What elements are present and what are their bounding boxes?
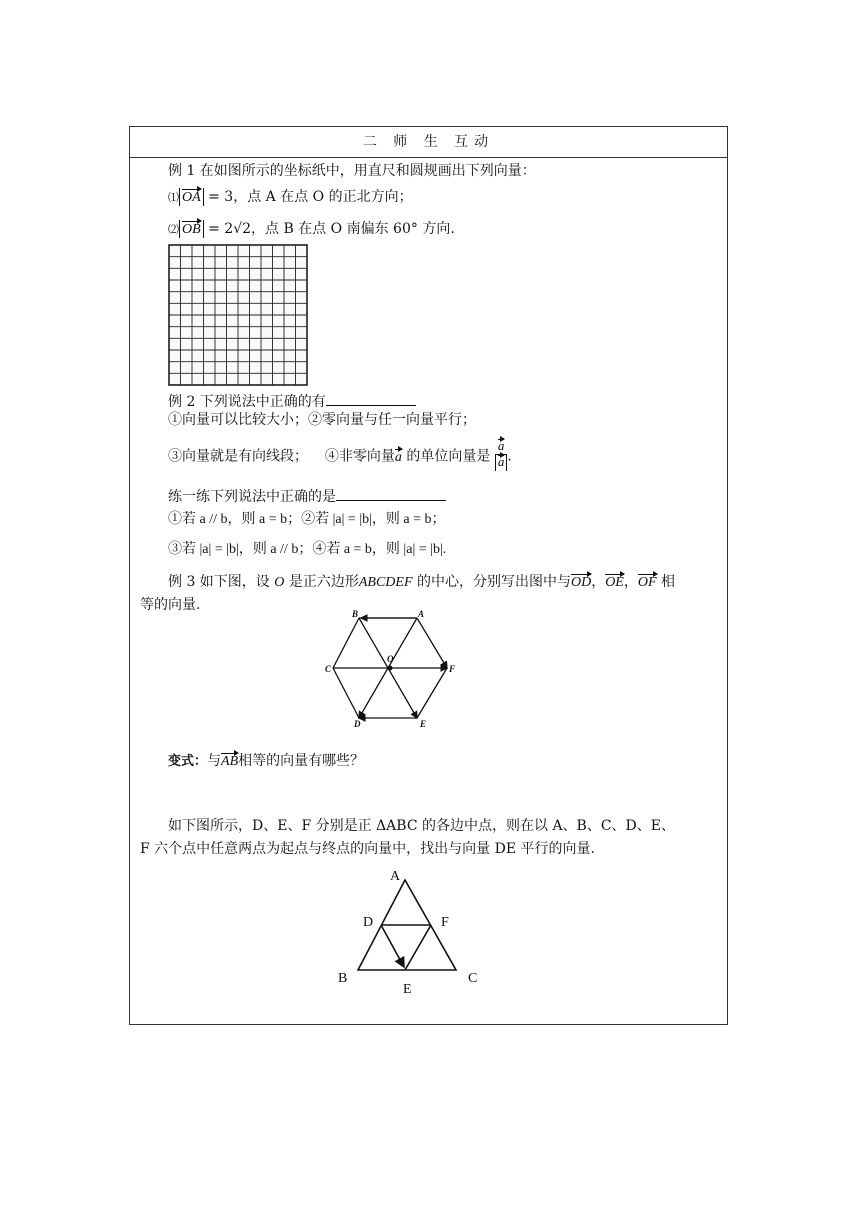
hex-label-f: F [449, 664, 456, 674]
hex-edge-dc [333, 668, 359, 718]
answer-blank [326, 391, 416, 406]
ex2-title [168, 391, 416, 411]
hex-center-point [388, 666, 393, 671]
tri-label-d: D [363, 915, 374, 930]
tri-label-f: F [441, 915, 449, 930]
hexagon-diagram [325, 606, 460, 732]
ex1-item2 [168, 220, 455, 239]
ex3-center: O [274, 575, 285, 590]
practice-title-text: 练一练下列说法中正确的是 [168, 489, 336, 505]
vector-ob: OB [182, 222, 201, 237]
frac-denominator: a [497, 454, 505, 469]
vector-oa: OA [182, 190, 201, 205]
variant-question [168, 752, 364, 771]
segment-fe [405, 925, 431, 970]
hex-edge-fe [417, 668, 447, 718]
hex-label-o: O [387, 654, 394, 664]
grid-paper [168, 244, 308, 386]
hex-label-e: E [420, 719, 427, 729]
tri-label-a: A [390, 869, 401, 884]
ex2-s3: ③向量就是有向线段； [168, 448, 308, 465]
tri-label-b: B [338, 971, 348, 986]
variant-label: 变式： [168, 754, 208, 769]
ex1-title: 例 1 在如图所示的坐标纸中，用直尺和圆规画出下列向量： [168, 163, 536, 179]
unit-vector-fraction [495, 439, 508, 470]
ex2-s4: ④非零向量 [324, 448, 395, 465]
triangle-diagram [334, 866, 484, 998]
hex-label-d: D [354, 719, 361, 729]
variant-post: 相等的向量有哪些？ [238, 753, 365, 769]
practice-row-1: ①若 a // b，则 a = b；②若 |a| = |b|，则 a = b； [168, 512, 446, 527]
ex1-item1-num: ⑴ [168, 191, 179, 204]
ex2-statement-3-4 [168, 438, 512, 472]
ex1-item1 [168, 188, 413, 207]
vector-a: a [394, 449, 402, 465]
ex3-line-2: 等的向量. [140, 597, 201, 613]
practice-row-2: ③若 |a| = |b|，则 a // b；④若 a = b，则 |a| = |b|. [168, 542, 447, 557]
ex1-item2-num: ⑵ [168, 223, 179, 236]
ex1-item2-rest: = 2√2，点 B 在点 O 南偏东 60° 方向. [208, 221, 455, 237]
ex3-hexagon-name: ABCDEF [358, 575, 413, 590]
tri-problem-line-2: F 六个点中任意两点为起点与终点的向量中，找出与向量 DE 平行的向量. [140, 841, 595, 857]
practice-blank [336, 486, 446, 501]
section-header: 二 师 生 互动 [130, 127, 727, 158]
tri-label-c: C [468, 971, 478, 986]
ex3-pre: 例 3 如下图，设 [168, 574, 270, 590]
tri-problem-line-1: 如下图所示，D、E、F 分别是正 ΔABC 的各边中点，则在以 A、B、C、D、E、 [168, 818, 675, 834]
frac-numerator: a [497, 438, 505, 453]
vector-od: OD [570, 575, 592, 590]
ex1-item1-rest: = 3，点 A 在点 O 的正北方向； [208, 189, 413, 205]
vector-of: OF [637, 575, 657, 590]
ex2-statement-1-2: ①向量可以比较大小；②零向量与任一向量平行； [168, 412, 476, 428]
hex-edge-af [417, 618, 447, 668]
hex-label-a: A [418, 609, 425, 619]
practice-title [168, 486, 446, 506]
ex3-post: 的中心，分别写出图中与 [416, 574, 571, 590]
variant-pre: 与 [207, 753, 222, 769]
hex-label-b: B [352, 609, 359, 619]
ex3-end: 相 [660, 574, 675, 590]
vector-oe: OE [605, 575, 624, 590]
ex2-s4-rest: 的单位向量是 [406, 448, 491, 465]
vector-ab: AB [221, 754, 239, 769]
tri-label-e: E [403, 982, 412, 997]
vector-de-arrow [381, 925, 404, 967]
hex-edge-cb [333, 618, 359, 668]
ex2-title-text: 例 2 下列说法中正确的有 [168, 394, 326, 410]
ex2-end: . [507, 448, 512, 465]
hex-label-c: C [325, 664, 332, 674]
ex3-line-1: 例 3 如下图，设 O 是正六边形ABCDEF 的中心，分别写出图中与OD，OE，OF 相 [168, 574, 675, 590]
ex3-mid: 是正六边形 [288, 574, 359, 590]
